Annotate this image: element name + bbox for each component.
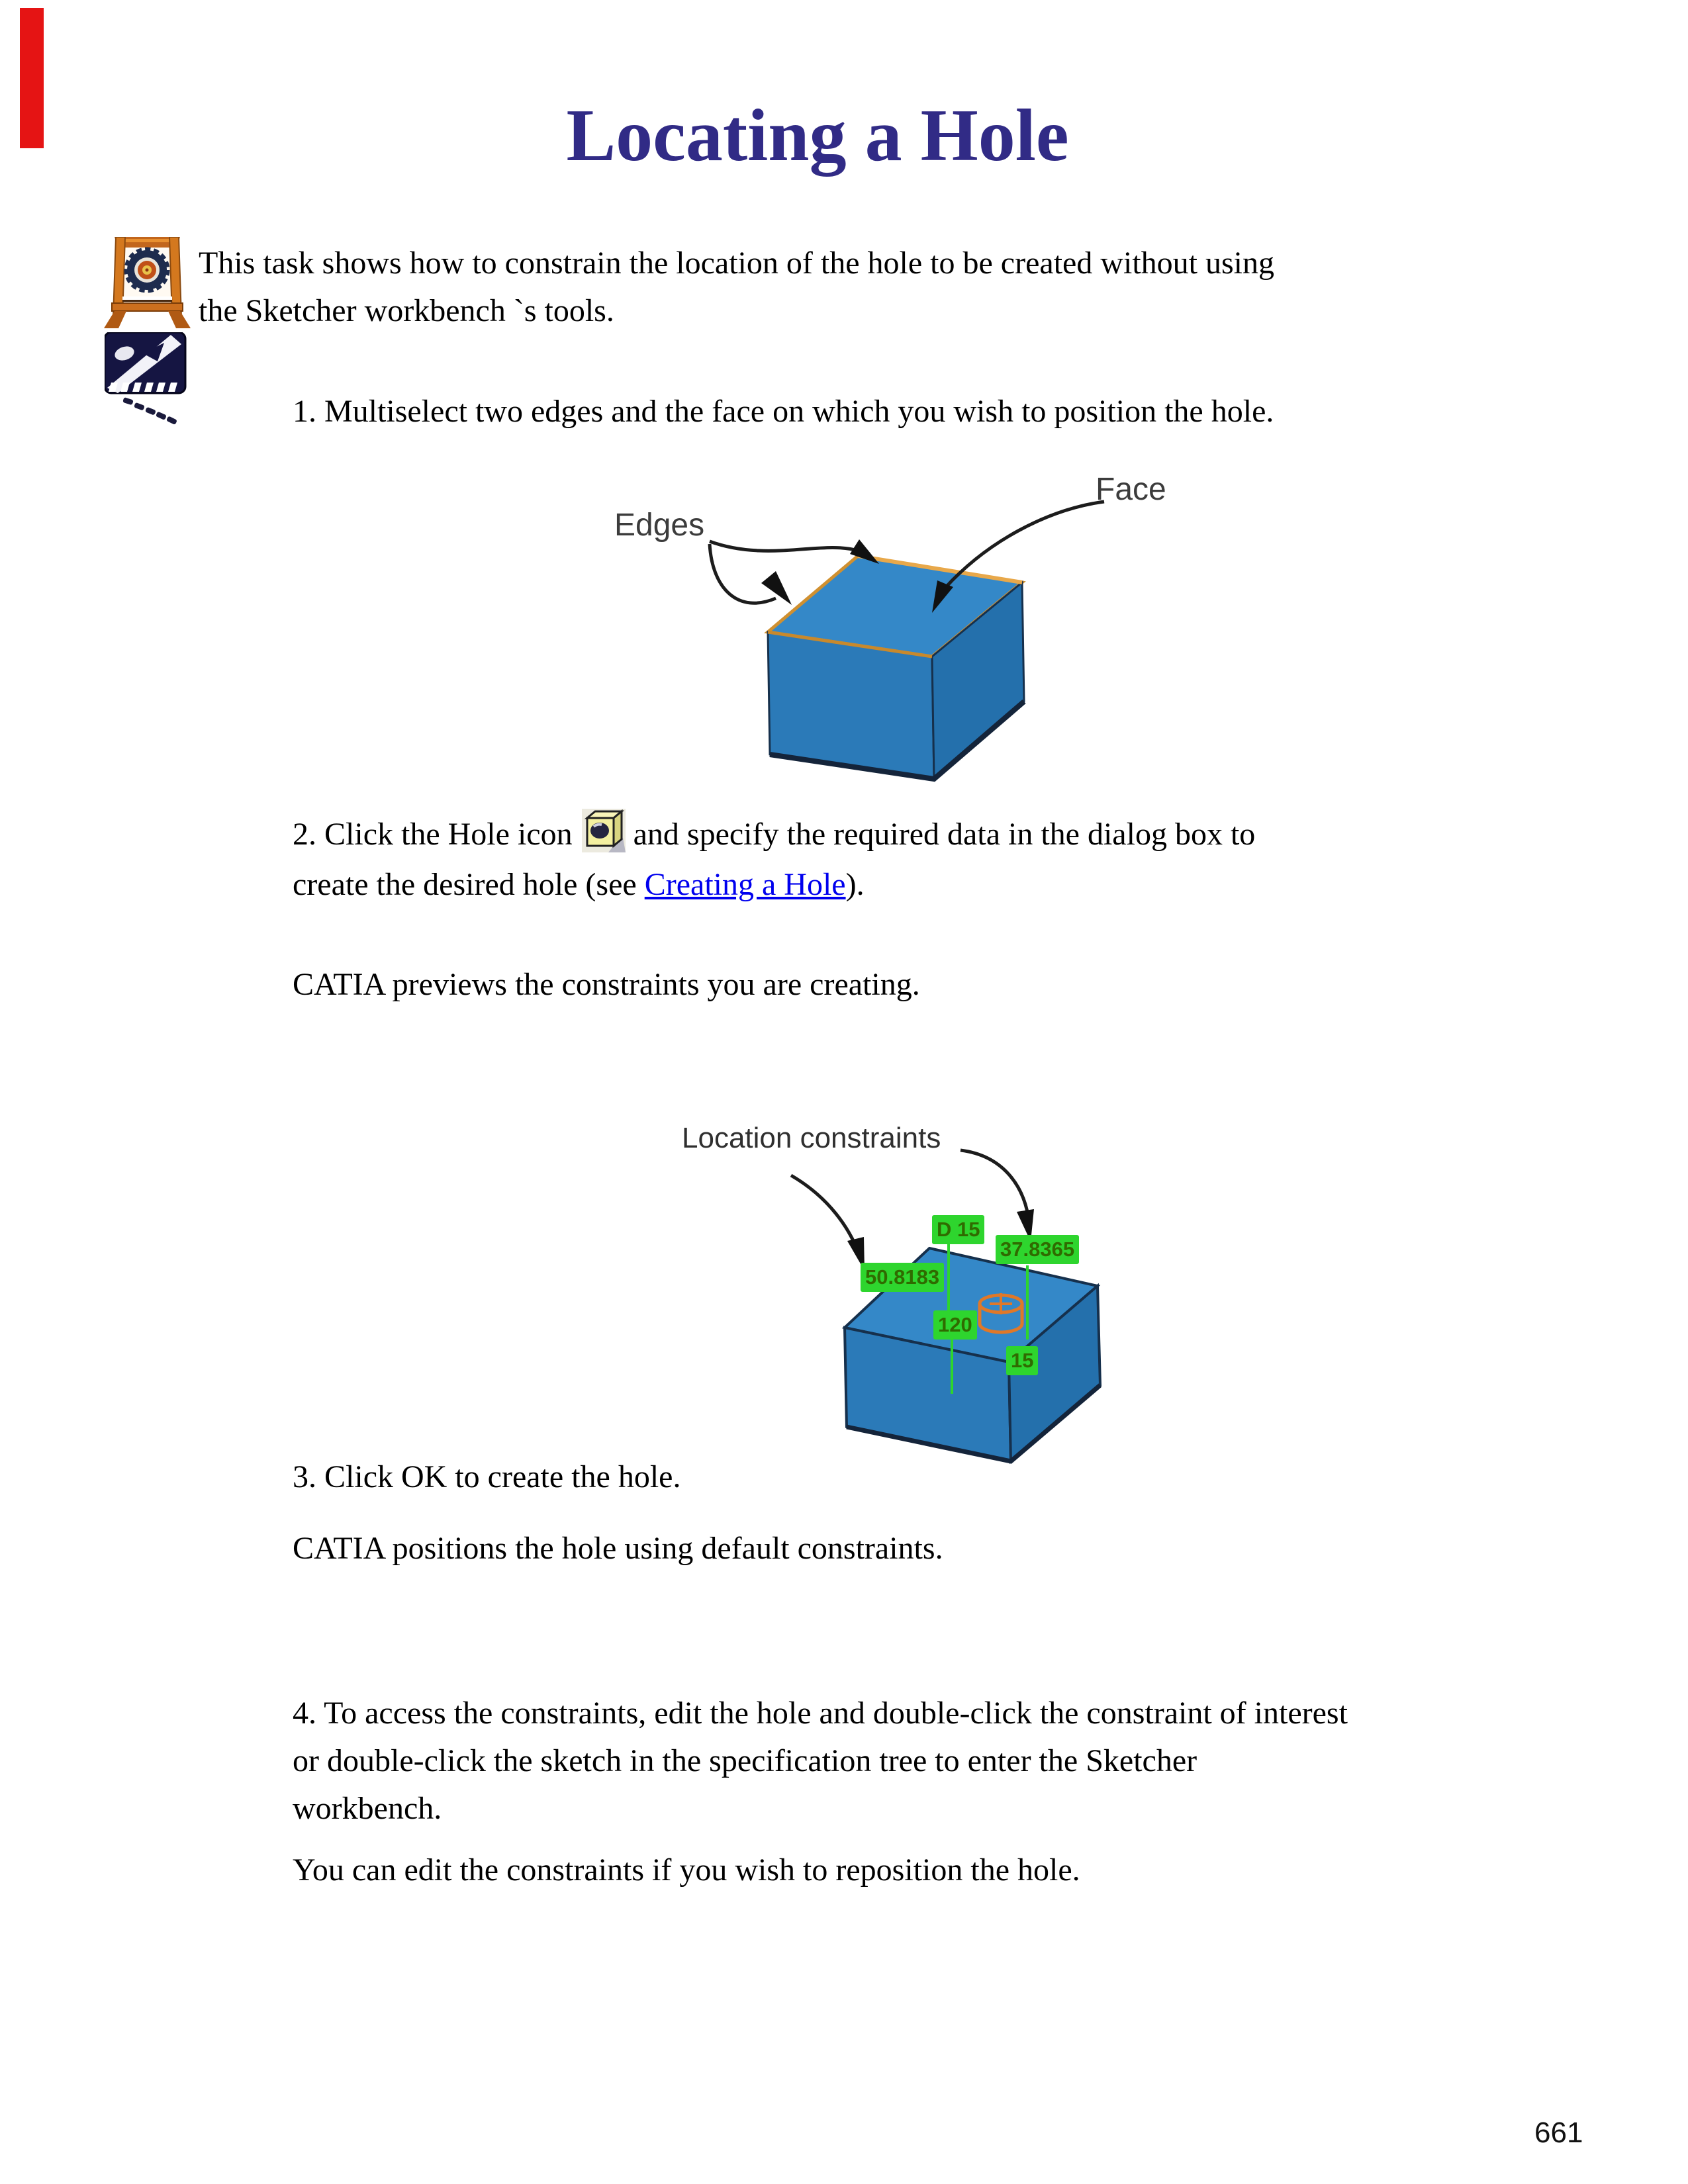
constraint-tag-distance-right: 37.8365 xyxy=(996,1235,1079,1264)
step-4-block xyxy=(293,1690,1348,1833)
page-title: Locating a Hole xyxy=(566,95,1069,177)
intro-line-2: the Sketcher workbench `s tools. xyxy=(199,293,614,328)
step-3-text: 3. Click OK to create the hole. xyxy=(293,1459,681,1494)
constraint-tag-offset: 15 xyxy=(1006,1346,1038,1375)
page-number: 661 xyxy=(1534,2116,1583,2149)
figure2-illustration xyxy=(662,1118,1198,1469)
step-4-line-3: workbench. xyxy=(293,1791,442,1826)
constraints-arrow-left xyxy=(791,1175,861,1260)
hole-tool-icon[interactable] xyxy=(582,809,626,852)
figure-location-constraints xyxy=(662,1118,1198,1469)
face-label: Face xyxy=(1096,472,1166,507)
step-1-text: 1. Multiselect two edges and the face on which you wish to position the hole. xyxy=(293,394,1274,429)
edges-arrowhead-1 xyxy=(761,571,792,605)
step-2-text-after-icon: and specify the required data in the dialog box to xyxy=(633,817,1256,852)
step-4-line-2: or double-click the sketch in the specification tree to enter the Sketcher xyxy=(293,1743,1197,1778)
constraint-tag-diameter: D 15 xyxy=(932,1215,984,1244)
closing-note-text: You can edit the constraints if you wish to reposition the hole. xyxy=(293,1852,1080,1888)
edges-label: Edges xyxy=(614,508,705,543)
catia-positions-text: CATIA positions the hole using default constraints. xyxy=(293,1531,943,1566)
constraint-tag-distance-left: 50.8183 xyxy=(861,1263,944,1292)
location-constraints-label: Location constraints xyxy=(682,1122,941,1154)
step-2-text-before-icon: 2. Click the Hole icon xyxy=(293,817,573,852)
step-2-block xyxy=(293,809,1255,909)
step-2-line2-before-link: create the desired hole (see xyxy=(293,867,645,902)
constraint-tag-angle: 120 xyxy=(933,1310,977,1340)
creating-a-hole-link[interactable]: Creating a Hole xyxy=(644,867,846,902)
catia-previews-text: CATIA previews the constraints you are creating. xyxy=(293,967,920,1002)
intro-paragraph xyxy=(199,240,1274,335)
target-easel-icon-svg xyxy=(103,237,192,330)
clapperboard-icon-svg xyxy=(105,332,191,428)
step-4-line-1: 4. To access the constraints, edit the hole and double-click the constraint of interest xyxy=(293,1696,1348,1731)
hole-tool-icon-svg xyxy=(582,809,626,852)
step-2-line2-after-link: ). xyxy=(845,867,865,902)
intro-line-1: This task shows how to constrain the location of the hole to be created without using xyxy=(199,246,1275,281)
part-box xyxy=(768,556,1024,779)
clapperboard-icon xyxy=(105,332,191,428)
step-2-line-1 xyxy=(293,809,1255,858)
figure-edges-face xyxy=(583,463,1198,807)
target-easel-icon xyxy=(103,237,192,330)
step-2-line-2 xyxy=(293,861,1255,909)
